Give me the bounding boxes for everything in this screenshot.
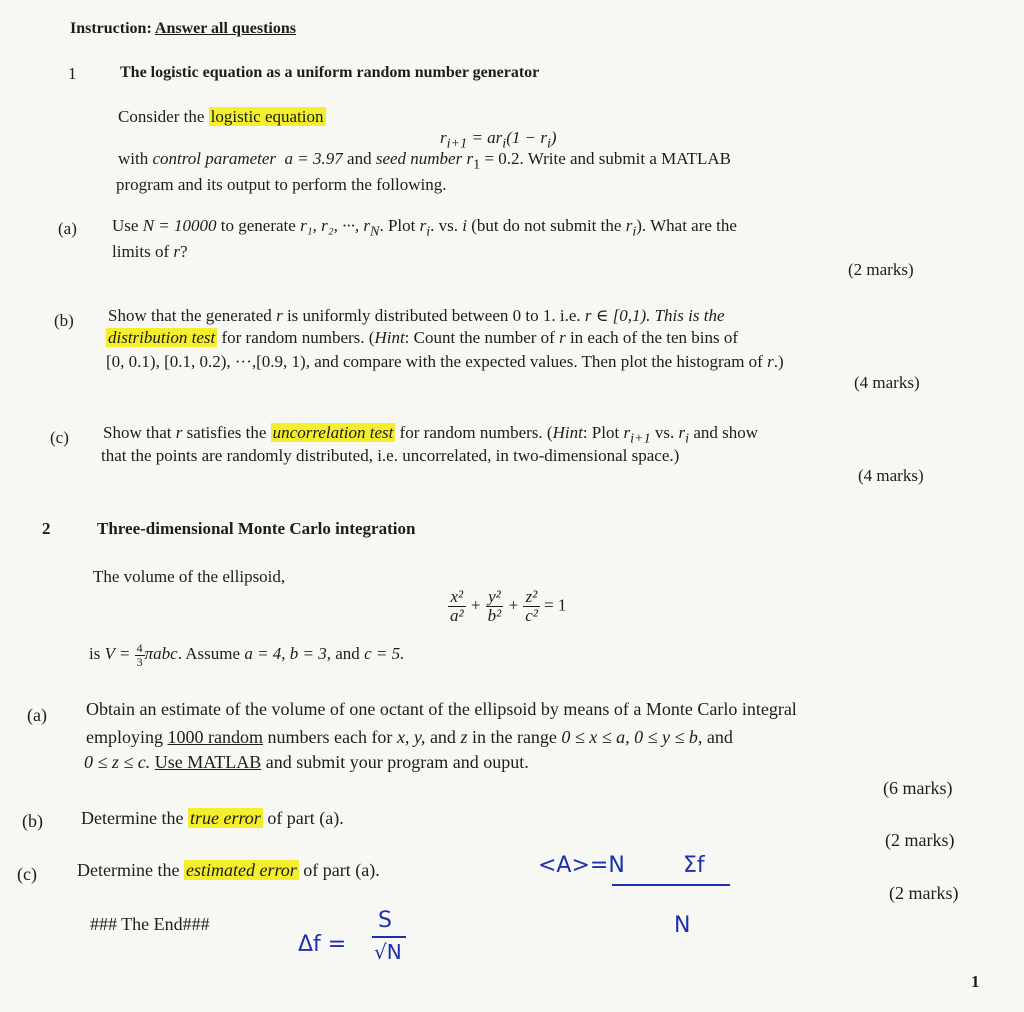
- handwritten-error-numerator: S: [378, 908, 392, 933]
- q1b-line1: Show that the generated r is uniformly distributed between 0 to 1. i.e. r ∈ [0,1). This is the: [108, 306, 725, 325]
- highlight-uncorrelation-test: uncorrelation test: [272, 423, 394, 442]
- q1a-line1: Use N = 10000 to generate r₁, r₂, ···, $r_N$. Plot $r_i$. vs. i (but do not submit the $r_i$). What are the: [112, 216, 737, 240]
- instruction-text: Answer all questions: [154, 20, 296, 37]
- q1-number: 1: [68, 64, 77, 83]
- handwritten-error-denominator: √N: [374, 940, 402, 964]
- handwritten-error-formula: Δf =: [298, 932, 347, 957]
- q1a-line2: limits of r?: [112, 242, 188, 261]
- q2-intro: The volume of the ellipsoid,: [93, 567, 286, 586]
- logistic-equation: $r_{i+1} = ar_i(1 - r_i)$: [440, 128, 557, 152]
- highlight-distribution-test: distribution test: [108, 328, 216, 347]
- q1b-line3: [0, 0.1), [0.1, 0.2), ···,[0.9, 1), and compare with the expected values. Then plot the histogram of r.): [106, 352, 784, 371]
- q1c-line2: that the points are randomly distributed, i.e. uncorrelated, in two-dimensional space.): [101, 446, 680, 465]
- q1-intro: Consider the logistic equation: [118, 107, 324, 126]
- q1b-line2: distribution test for random numbers. (Hint: Count the number of r in each of the ten bins of: [108, 328, 739, 347]
- q1b-label: (b): [54, 311, 74, 330]
- highlight-true-error: true error: [189, 808, 261, 828]
- q2a-line2: employing 1000 random numbers each for x, y, and z in the range 0 ≤ x ≤ a, 0 ≤ y ≤ b, and: [86, 727, 733, 747]
- q2b-marks: (2 marks): [885, 830, 955, 850]
- q1b-marks: (4 marks): [854, 373, 920, 392]
- q2-number: 2: [42, 519, 51, 538]
- q1c-marks: (4 marks): [858, 466, 924, 485]
- q2a-marks: (6 marks): [883, 778, 953, 798]
- q2c-text: Determine the estimated error of part (a).: [77, 860, 380, 880]
- instruction: [70, 20, 296, 38]
- q2a-line1: Obtain an estimate of the volume of one octant of the ellipsoid by means of a Monte Carlo integral: [86, 699, 797, 719]
- q2c-marks: (2 marks): [889, 883, 959, 903]
- volume-statement: is V = $\frac{4}{3}$ πabc. Assume a = 4, b = 3, and c = 5.: [89, 641, 405, 669]
- q1-line3: program and its output to perform the following.: [116, 175, 447, 194]
- end-text: ### The End###: [90, 914, 210, 934]
- q2b-text: Determine the true error of part (a).: [81, 808, 344, 828]
- highlight-logistic-equation: logistic equation: [210, 107, 324, 126]
- q1a-label: (a): [58, 219, 77, 238]
- q1c-line1: Show that r satisfies the uncorrelation test for random numbers. (Hint: Plot $r_{i+1}$ vs. $r_i$ and show: [103, 423, 759, 447]
- handwritten-error-fraction-line: [372, 936, 406, 938]
- q1-title: The logistic equation as a uniform random number generator: [120, 64, 540, 81]
- q2-title: Three-dimensional Monte Carlo integration: [97, 519, 416, 538]
- q2a-line3: 0 ≤ z ≤ c. Use MATLAB and submit your program and ouput.: [84, 752, 529, 772]
- q2b-label: (b): [22, 811, 43, 831]
- handwritten-note-average: <A>=N: [538, 853, 625, 878]
- q1-line2: with control parameter a = 3.97 and seed number $r_1 = 0.2$. Write and submit a MATLAB: [118, 149, 732, 173]
- handwritten-note-sum: Σf: [683, 853, 705, 878]
- ellipsoid-equation: $\frac{\text{x²}}{\text{a²}}$ + $\frac{\text{y²}}{\text{b²}}$ + $\frac{\text{z²}}{\text{c²}}$ = 1: [450, 587, 567, 625]
- highlight-estimated-error: estimated error: [185, 860, 297, 880]
- q1a-marks: (2 marks): [848, 260, 914, 279]
- page-number: 1: [971, 972, 980, 991]
- q2a-label: (a): [27, 705, 47, 725]
- q2c-label: (c): [17, 864, 37, 884]
- q1c-label: (c): [50, 428, 69, 447]
- handwritten-fraction-line: [612, 884, 730, 886]
- handwritten-note-denominator: N: [674, 913, 691, 938]
- instruction-label: Instruction:: [70, 20, 152, 37]
